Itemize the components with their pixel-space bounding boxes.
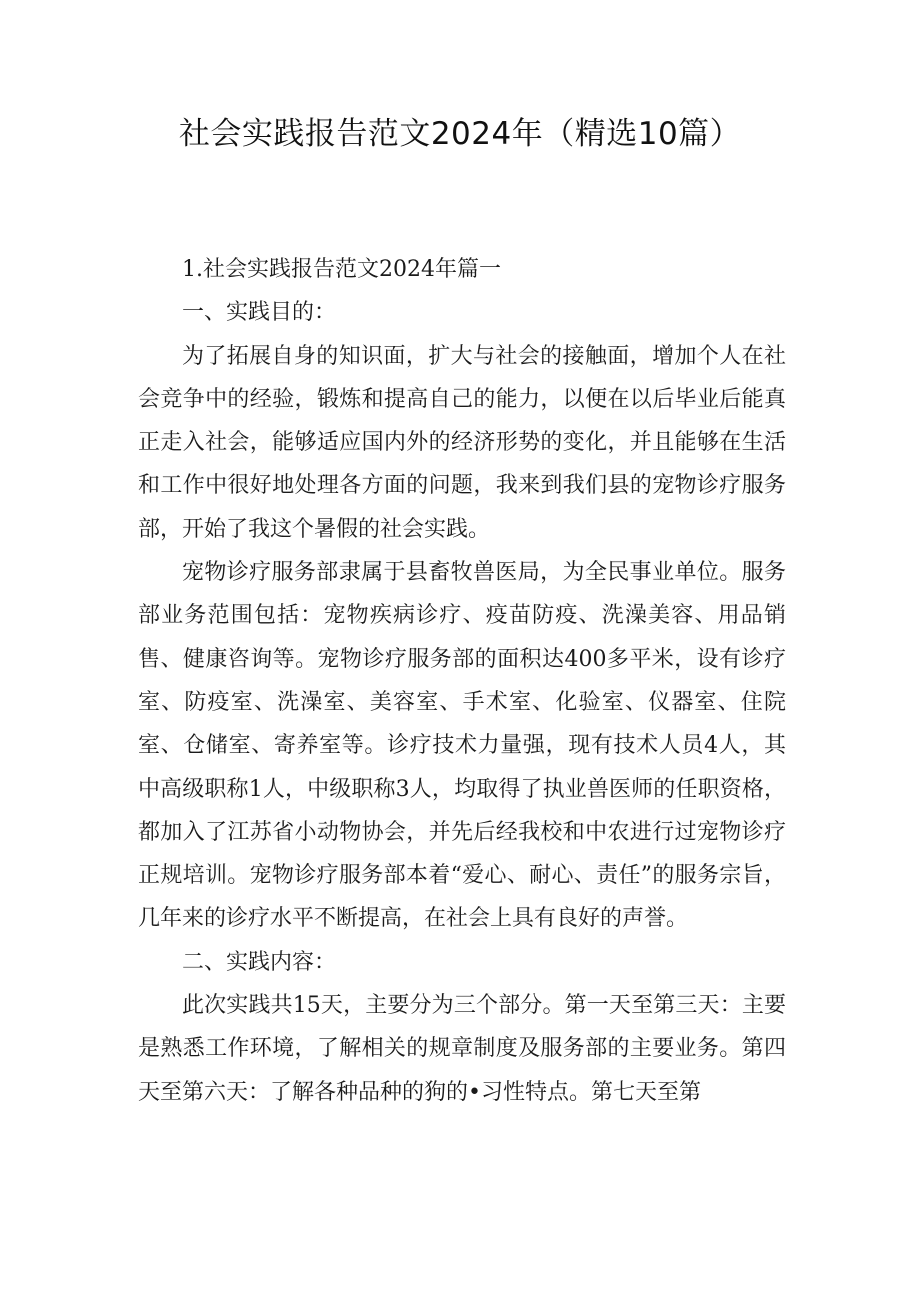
- section-heading: 1.社会实践报告范文2024年篇一: [182, 257, 501, 282]
- subheading: 一、实践目的：: [182, 300, 337, 326]
- document-title: 社会实践报告范文2024年（精选10篇）: [178, 116, 742, 152]
- paragraph: 此次实践共15天，主要分为三个部分。第一天至第三天：主要是熟悉工作环境，了解相关的规章制度及服务部的主要业务。第四天至第六天：了解各种品种的狗的•习性特点。第七天至第: [138, 993, 786, 1105]
- paragraph: 为了拓展自身的知识面，扩大与社会的接触面，增加个人在社会竞争中的经验，锻炼和提高自己的能力，以便在以后毕业后能真正走入社会，能够适应国内外的经济形势的变化，并且能够在生活和工作中很好地处理各方面的问题，我来到我们县的宠物诊疗服务部，开始了我这个暑假的社会实践。: [138, 343, 786, 542]
- subheading: 二、实践内容：: [182, 949, 337, 975]
- document-body: [138, 248, 786, 1114]
- paragraph: 宠物诊疗服务部隶属于县畜牧兽医局，为全民事业单位。服务部业务范围包括：宠物疾病诊疗、疫苗防疫、洗澡美容、用品销售、健康咨询等。宠物诊疗服务部的面积达400多平米，设有诊疗室、防疫室、洗澡室、美容室、手术室、化验室、仪器室、住院室、仓储室、寄养室等。诊疗技术力量强，现有技术人员4人，其中高级职称1人，中级职称3人，均取得了执业兽医师的任职资格，都加入了江苏省小动物协会，并先后经我校和中农进行过宠物诊疗正规培训。宠物诊疗服务部本着“爱心、耐心、责任”的服务宗旨，几年来的诊疗水平不断提高，在社会上具有良好的声誉。: [138, 560, 786, 932]
